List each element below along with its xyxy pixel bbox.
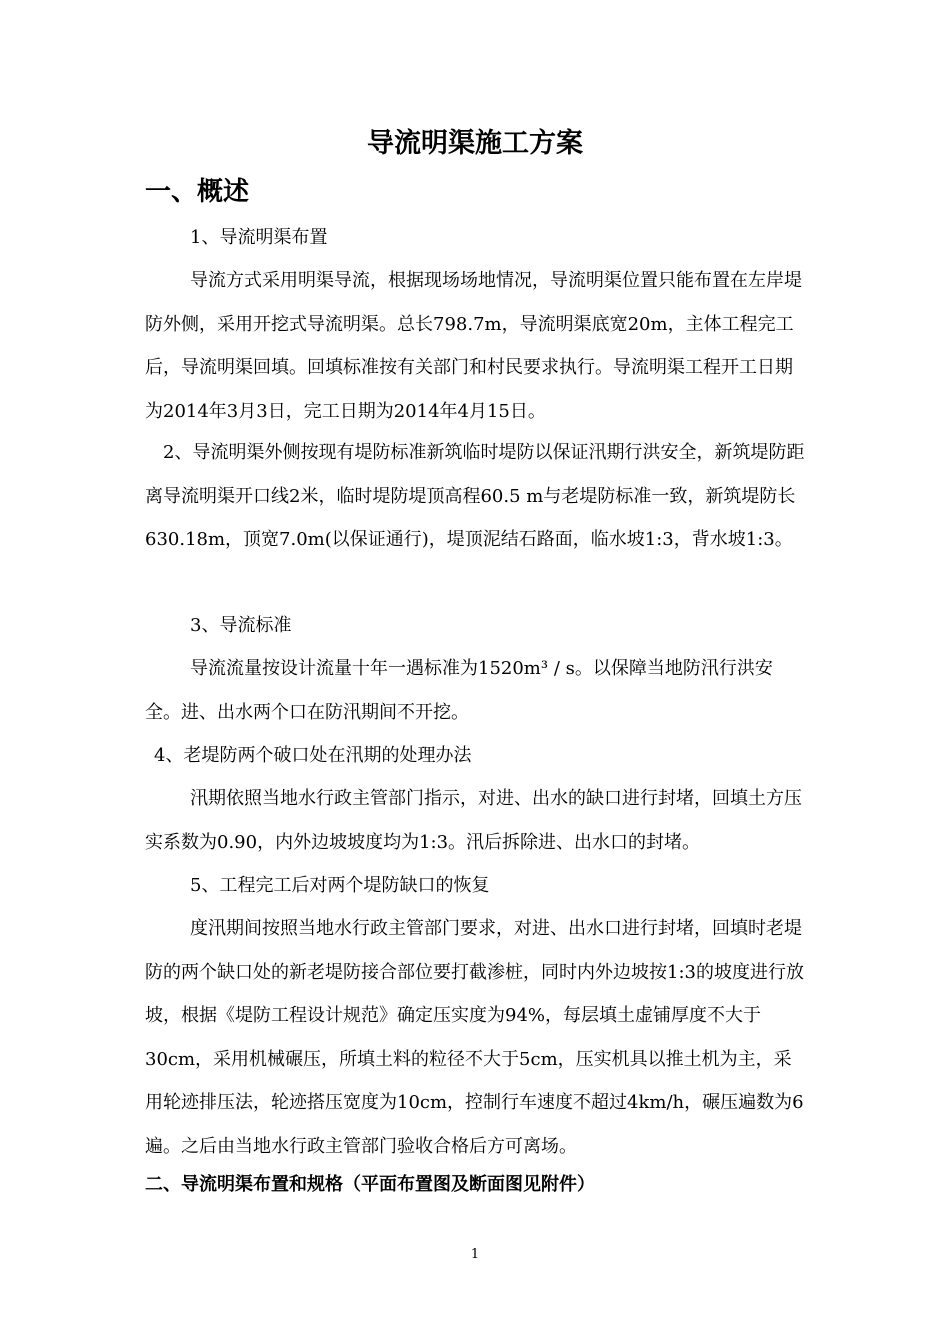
subheading-restoration: 5、工程完工后对两个堤防缺口的恢复 [190, 875, 490, 896]
paragraph-layout: 导流方式采用明渠导流，根据现场场地情况，导流明渠位置只能布置在左岸堤防外侧，采用开挖式导流明渠。总长798.7m，导流明渠底宽20m，主体工程完工后，导流明渠回填。回填标准按有关部门和村民要求执行。导流明渠工程开工日期为2014年3月3日，完工日期为2014年4月15日。 [145, 270, 802, 422]
subheading-standard: 3、导流标准 [190, 615, 292, 636]
paragraph-breach-handling: 汛期依照当地水行政主管部门指示，对进、出水的缺口进行封堵，回填土方压实系数为0.90，内外边坡坡度均为1:3。汛后拆除进、出水口的封堵。 [145, 788, 802, 853]
subheading-breach-handling: 4、老堤防两个破口处在汛期的处理办法 [154, 745, 472, 766]
section-heading-layout-spec: 二、导流明渠布置和规格（平面布置图及断面图见附件） [145, 1174, 595, 1195]
page-number: 1 [470, 1247, 480, 1262]
subheading-layout: 1、导流明渠布置 [190, 227, 328, 248]
paragraph-levee: 2、导流明渠外侧按现有堤防标准新筑临时堤防以保证汛期行洪安全，新筑堤防距离导流明渠开口线2米，临时堤防堤顶高程60.5 m与老堤防标准一致，新筑堤防长630.18m，顶宽7.0m(以保证通行)，堤顶泥结石路面，临水坡1:3，背水坡1:3。 [145, 442, 805, 550]
paragraph-restoration: 度汛期间按照当地水行政主管部门要求，对进、出水口进行封堵，回填时老堤防的两个缺口处的新老堤防接合部位要打截渗桩，同时内外边坡按1:3的坡度进行放坡，根据《堤防工程设计规范》确定压实度为94%，每层填土虚铺厚度不大于30cm，采用机械碾压，所填土料的粒径不大于5cm，压实机具以推土机为主，采用轮迹排压法，轮迹搭压宽度为10cm，控制行车速度不超过4km/h，碾压遍数为6遍。之后由当地水行政主管部门验收合格后方可离场。 [145, 918, 804, 1157]
document-title: 导流明渠施工方案 [367, 128, 583, 159]
paragraph-standard: 导流流量按设计流量十年一遇标准为1520m³ / s。以保障当地防汛行洪安全。进、出水两个口在防汛期间不开挖。 [145, 658, 773, 723]
section-heading-overview: 一、概述 [145, 177, 250, 207]
